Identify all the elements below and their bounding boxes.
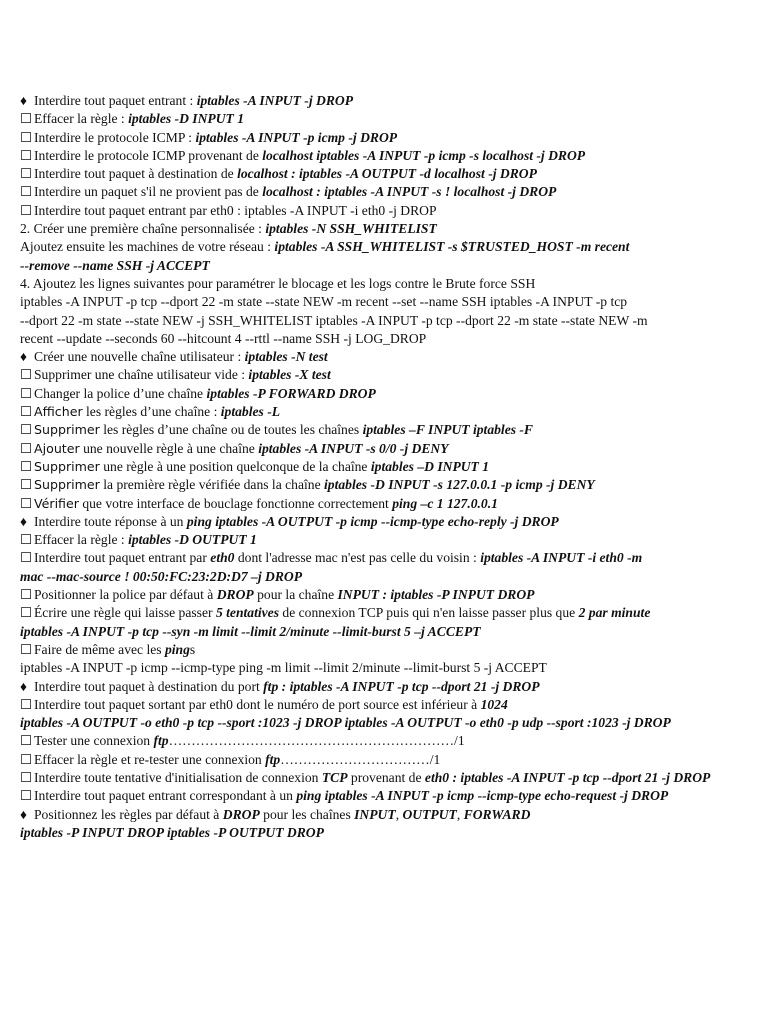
text-line [20,257,750,275]
text-line [20,147,750,165]
checkbox-bullet-icon: ☐ [20,422,33,438]
command-text: INPUT : iptables -P INPUT DROP [337,587,535,603]
command-text: 5 tentatives [215,605,279,621]
diamond-bullet-icon: ♦ [20,93,27,108]
text-line [20,348,750,366]
checkbox-bullet-icon: ☐ [20,641,33,657]
line-text: --dport 22 -m state --state NEW -j SSH_WHITELIST iptables -A INPUT -p tcp --dport 22 -m state --state NEW -m [20,312,648,328]
line-text: Positionnez les règles par défaut à [34,806,223,822]
diamond-bullet-icon: ♦ [20,806,27,822]
checkbox-bullet-icon: ☐ [20,404,33,420]
command-text: iptables -D OUTPUT 1 [128,532,257,548]
line-text: Interdire toute réponse à un [34,513,187,529]
command-text: DROP [222,806,260,822]
action-verb: Supprimer [34,477,100,493]
action-verb: Vérifier [34,495,79,511]
line-text: Interdire un paquet s'il ne provient pas de [34,184,263,200]
checkbox-bullet-icon: ☐ [20,385,33,401]
text-line [20,312,750,330]
command-text: localhost : iptables -A OUTPUT -d localhost -j DROP [237,166,537,182]
text-line [20,403,750,421]
line-text: dont l'adresse mac n'est pas celle du voisin : [234,550,481,566]
command-text: iptables -A INPUT -p icmp -j DROP [195,129,398,145]
diamond-bullet-icon: ♦ [20,513,27,529]
line-text: Effacer la règle : [34,532,129,548]
line-text: Effacer la règle et re-tester une connexion [34,751,266,767]
command-text: DROP [216,587,254,603]
checkbox-bullet-icon: ☐ [20,477,33,493]
command-text: iptables -L [220,404,281,420]
line-text: une nouvelle règle à une chaîne [79,440,259,456]
line-text: ………………………………………………………/1 [168,733,465,749]
line-text: iptables -A INPUT -p tcp --dport 22 -m state --state NEW -m recent --set --name SSH iptables -A INPUT -p tcp [20,294,628,310]
line-text: recent --update --seconds 60 --hitcount 4 --rttl --name SSH -j LOG_DROP [20,330,427,346]
checkbox-bullet-icon: ☐ [20,495,33,511]
command-text: 1024 [480,696,508,712]
diamond-bullet-icon: ♦ [20,349,27,365]
checkbox-bullet-icon: ☐ [20,769,33,785]
command-text: ftp [153,733,169,749]
text-line [20,604,750,622]
command-text: iptables -A INPUT -i eth0 -m [480,550,643,566]
checkbox-bullet-icon: ☐ [20,458,33,474]
action-verb: Afficher [34,404,83,420]
checkbox-bullet-icon: ☐ [20,788,33,804]
line-text: 2. Créer une première chaîne personnalisée : [20,221,266,237]
line-text: Faire de même avec les [34,641,165,657]
checkbox-bullet-icon: ☐ [20,111,33,127]
checkbox-bullet-icon: ☐ [20,733,33,749]
command-text: ping iptables -A OUTPUT -p icmp --icmp-type echo-reply -j DROP [186,513,559,529]
line-text: , [456,806,464,822]
diamond-bullet-icon: ♦ [20,678,27,694]
line-text: Interdire tout paquet entrant : [34,93,197,108]
command-text: iptables –D INPUT 1 [370,458,490,474]
text-line [20,421,750,439]
text-line [20,678,750,696]
line-text: Interdire tout paquet entrant par eth0 : iptables -A INPUT -i eth0 -j DROP [34,202,437,218]
checkbox-bullet-icon: ☐ [20,587,33,603]
command-text: iptables -A INPUT -s 0/0 -j DENY [258,440,449,456]
command-text: iptables -A OUTPUT -o eth0 -p tcp --sport :1023 -j DROP iptables -A OUTPUT -o eth0 -p udp --sport :1023 -j DROP [20,715,671,731]
text-line [20,165,750,183]
text-line [20,476,750,494]
line-text: les règles d’une chaîne : [82,404,221,420]
checkbox-bullet-icon: ☐ [20,532,33,548]
text-line [20,732,750,750]
checkbox-bullet-icon: ☐ [20,550,33,566]
text-line [20,531,750,549]
line-text: Créer une nouvelle chaîne utilisateur : [34,349,245,365]
command-text: ping –c 1 127.0.0.1 [392,495,498,511]
line-text: Changer la police d’une chaîne [34,385,207,401]
command-text: ftp [265,751,281,767]
line-text: Tester une connexion [34,733,154,749]
command-text: TCP [321,769,348,785]
command-text: ping [164,641,190,657]
action-verb: Ajouter [34,440,80,456]
command-text: localhost : iptables -A INPUT -s ! localhost -j DROP [262,184,557,200]
text-line [20,92,750,110]
line-text: Ajoutez ensuite les machines de votre réseau : [20,239,275,255]
line-text: Supprimer une chaîne utilisateur vide : [34,367,249,383]
checkbox-bullet-icon: ☐ [20,696,33,712]
checkbox-bullet-icon: ☐ [20,129,33,145]
text-line [20,696,750,714]
command-text: iptables -D INPUT 1 [128,111,245,127]
line-text: une règle à une position quelconque de la chaîne [99,458,371,474]
line-text: Interdire tout paquet à destination du port [34,678,264,694]
command-text: mac --mac-source ! 00:50:FC:23:2D:D7 –j DROP [20,568,303,584]
line-text: Interdire tout paquet à destination de [34,166,238,182]
text-line [20,458,750,476]
text-line [20,769,750,787]
text-line [20,714,750,732]
line-text: Interdire toute tentative d'initialisation de connexion [34,769,322,785]
line-text: Interdire tout paquet entrant par [34,550,211,566]
text-line [20,183,750,201]
command-text: iptables -X test [248,367,331,383]
text-line [20,787,750,805]
text-line [20,129,750,147]
command-text: iptables -N test [244,349,328,365]
line-text: la première règle vérifiée dans la chaîne [99,477,325,493]
command-text: localhost iptables -A INPUT -p icmp -s localhost -j DROP [262,147,586,163]
line-text: de connexion TCP puis qui n'en laisse passer plus que [279,605,579,621]
text-line [20,623,750,641]
text-line [20,440,750,458]
action-verb: Supprimer [34,458,100,474]
checkbox-bullet-icon: ☐ [20,440,33,456]
text-line [20,238,750,256]
text-line [20,549,750,567]
command-text: OUTPUT [402,806,457,822]
checkbox-bullet-icon: ☐ [20,147,33,163]
line-text: Effacer la règle : [34,111,129,127]
line-text: , [395,806,403,822]
checkbox-bullet-icon: ☐ [20,166,33,182]
checkbox-bullet-icon: ☐ [20,202,33,218]
line-text: s [189,641,196,657]
text-line [20,366,750,384]
line-text: iptables -A INPUT -p icmp --icmp-type ping -m limit --limit 2/minute --limit-burst 5 -j ACCEPT [20,660,547,676]
text-line [20,659,750,677]
command-text: ftp : iptables -A INPUT -p tcp --dport 21 -j DROP [263,678,540,694]
command-text: iptables -P INPUT DROP iptables -P OUTPUT DROP [20,824,324,840]
command-text: iptables -D INPUT -s 127.0.0.1 -p icmp -j DENY [324,477,595,493]
command-text: iptables -A INPUT -j DROP [196,93,354,108]
checkbox-bullet-icon: ☐ [20,605,33,621]
checkbox-bullet-icon: ☐ [20,367,33,383]
line-text: pour la chaîne [253,587,338,603]
checkbox-bullet-icon: ☐ [20,751,33,767]
action-verb: Supprimer [34,422,100,438]
text-line [20,824,750,842]
text-line [20,586,750,604]
line-text: Interdire le protocole ICMP : [34,129,196,145]
text-line [20,275,750,293]
text-line [20,641,750,659]
line-text: Positionner la police par défaut à [34,587,217,603]
line-text: Interdire le protocole ICMP provenant de [34,147,263,163]
line-text: provenant de [347,769,425,785]
command-text: --remove --name SSH -j ACCEPT [20,257,210,273]
command-text: eth0 [210,550,235,566]
command-text: INPUT [354,806,396,822]
line-text: pour les chaînes [259,806,355,822]
line-text: Interdire tout paquet entrant correspondant à un [34,788,297,804]
command-text: iptables –F INPUT iptables -F [362,422,534,438]
line-text: ……………………………/1 [280,751,441,767]
checkbox-bullet-icon: ☐ [20,184,33,200]
line-text: Écrire une règle qui laisse passer [34,605,216,621]
line-text: les règles d’une chaîne ou de toutes les chaînes [99,422,363,438]
line-text: 4. Ajoutez les lignes suivantes pour paramétrer le blocage et les logs contre le Brute force SSH [20,275,536,291]
text-line [20,495,750,513]
text-line [20,202,750,220]
text-line [20,330,750,348]
command-text: FORWARD [463,806,531,822]
command-text: ping iptables -A INPUT -p icmp --icmp-type echo-request -j DROP [296,788,669,804]
text-line [20,513,750,531]
command-text: iptables -N SSH_WHITELIST [265,221,437,237]
line-text: Interdire tout paquet sortant par eth0 dont le numéro de port source est inférieur à [34,696,481,712]
command-text: iptables -A SSH_WHITELIST -s $TRUSTED_HOST -m recent [274,239,630,255]
text-line [20,110,750,128]
command-text: eth0 : iptables -A INPUT -p tcp --dport 21 -j DROP [424,769,711,785]
text-line [20,568,750,586]
text-line [20,293,750,311]
command-text: 2 par minute [578,605,651,621]
text-line [20,806,750,824]
text-line [20,385,750,403]
text-line [20,751,750,769]
line-text: que votre interface de bouclage fonctionne correctement [78,495,393,511]
command-text: iptables -A INPUT -p tcp --syn -m limit --limit 2/minute --limit-burst 5 –j ACCEPT [20,623,481,639]
command-text: iptables -P FORWARD DROP [206,385,376,401]
document-body [20,92,750,842]
text-line [20,220,750,238]
